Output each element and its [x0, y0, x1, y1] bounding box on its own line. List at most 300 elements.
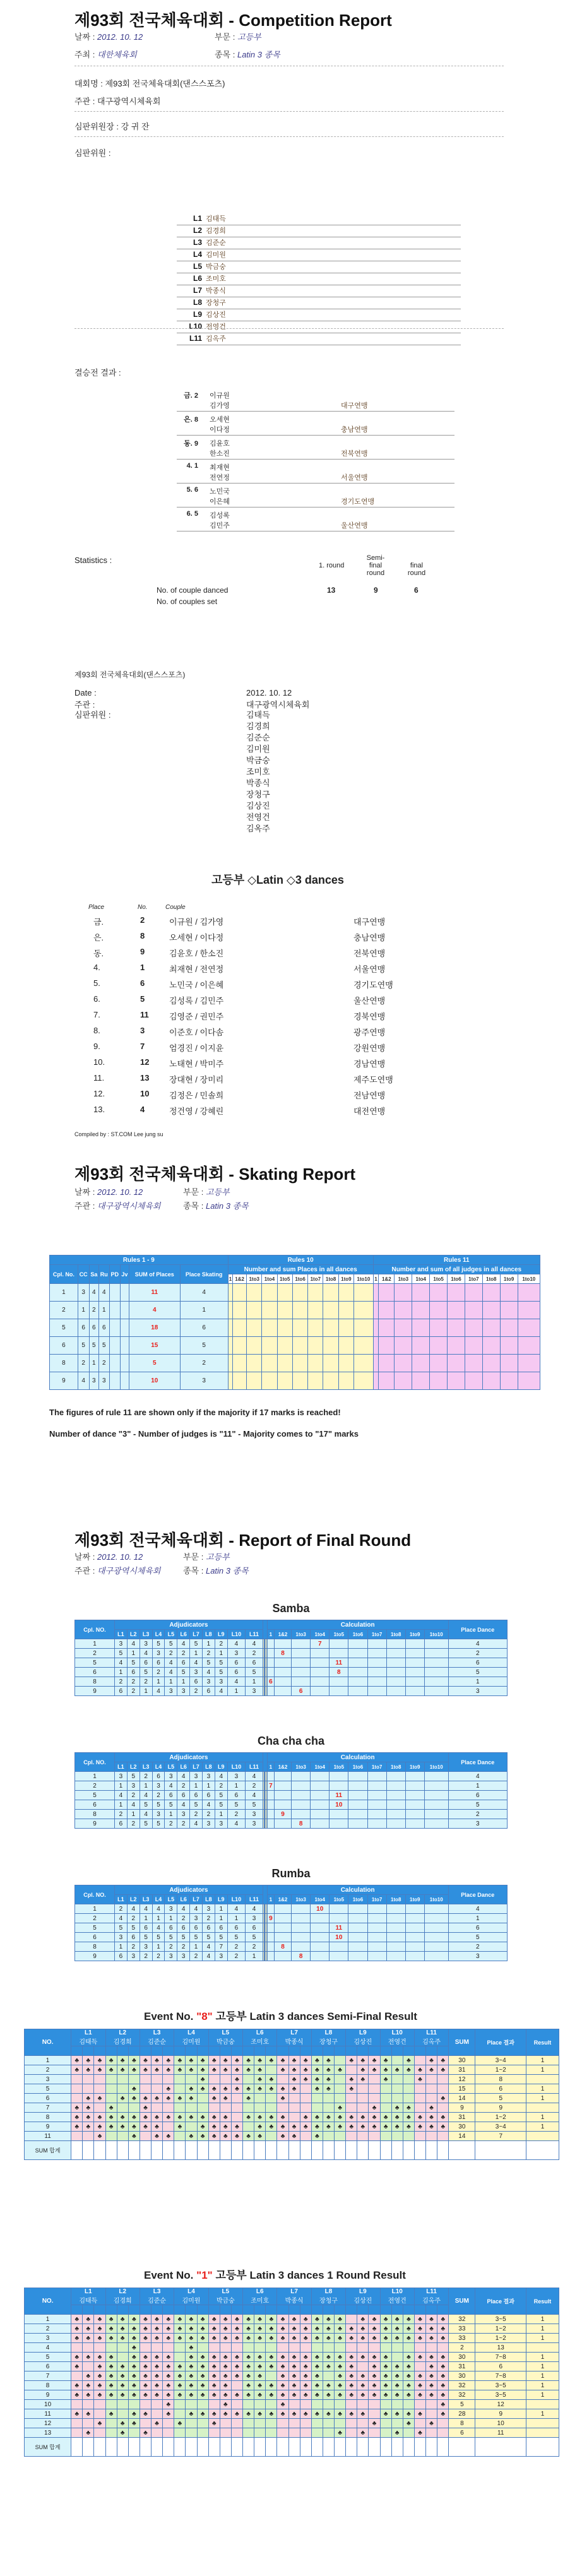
mark-cell: ♣ — [197, 2324, 208, 2334]
dance-place: 6 — [78, 1319, 89, 1337]
judge-name: 김옥주 — [206, 335, 226, 343]
mark-cell: ♣ — [208, 2390, 220, 2400]
mark-cell: ♣ — [117, 2371, 128, 2381]
judge-mark: 2 — [177, 1942, 190, 1952]
mark-cell — [186, 2428, 197, 2438]
mark-cell — [94, 2084, 105, 2094]
mark-cell — [128, 2400, 140, 2409]
mark-cell — [346, 2343, 357, 2353]
calc-cell: 8 — [292, 1819, 311, 1829]
mark-cell — [208, 2428, 220, 2438]
skating-col-head: Cpl. No. — [50, 1265, 78, 1284]
calc-cell — [348, 1658, 367, 1668]
final-region: 전북연맹 — [341, 450, 368, 458]
cpl-no: 8 — [75, 1677, 115, 1687]
dance-sub-head — [391, 2046, 403, 2056]
mark-cell: ♣ — [220, 2390, 231, 2400]
judge-mark: 3 — [246, 1914, 263, 1923]
stats-col-2: Semi-final round — [366, 554, 385, 577]
footer-cell — [346, 2438, 357, 2457]
judge-mark: 1 — [165, 1914, 177, 1923]
judge-code: L2 — [119, 2288, 127, 2295]
mark-cell — [94, 2103, 105, 2113]
dance-place: 5 — [78, 1337, 89, 1355]
mark-cell: ♣ — [323, 2390, 334, 2400]
cpl-no: 5 — [50, 1319, 78, 1337]
judge-mark: 4 — [227, 1639, 245, 1649]
report-title: 제93회 전국체육대회 - Competition Report — [74, 11, 392, 30]
judge-mark: 3 — [227, 1772, 245, 1781]
dance-sub-head — [197, 2305, 208, 2315]
mark-cell: ♣ — [323, 2056, 334, 2065]
mark-cell — [105, 2075, 117, 2084]
calc-cell — [292, 1791, 311, 1800]
mark-cell: ♣ — [197, 2353, 208, 2362]
place-col-head: 1to7 — [465, 1274, 482, 1284]
judge-code: L7 — [193, 286, 202, 295]
calc-col-head: 1to7 — [367, 1630, 386, 1639]
list-judge-name: 김미원 — [246, 744, 270, 754]
calc-cell — [330, 1914, 348, 1923]
place-cell: 3~4 — [475, 2056, 526, 2065]
report-date: 날짜 : 2012. 10. 12 — [74, 32, 143, 42]
dance-place — [120, 1302, 129, 1319]
judge-mark: 5 — [152, 1933, 165, 1942]
result-no: 11 — [140, 1010, 149, 1019]
skating-col-head: SUM of Places — [129, 1265, 180, 1284]
mark-cell: ♣ — [151, 2371, 163, 2381]
mark-cell — [151, 2103, 163, 2113]
mark-cell — [254, 2094, 266, 2103]
footer-cell — [83, 2438, 94, 2457]
mark-cell: ♣ — [437, 2122, 449, 2132]
place-head: Place 결과 — [475, 2288, 526, 2315]
judge-mark: 3 — [140, 1942, 152, 1952]
footer-cell — [449, 2141, 475, 2160]
mark-cell: ♣ — [426, 2390, 437, 2400]
result-no: 5 — [140, 994, 145, 1004]
rule10-cell — [308, 1355, 323, 1372]
rule11-cell — [430, 1337, 448, 1355]
cpl-no: 5 — [75, 1791, 115, 1800]
result-cell — [526, 2428, 559, 2438]
calc-cell — [275, 1639, 292, 1649]
mark-cell — [163, 2122, 174, 2132]
mark-cell — [163, 2428, 174, 2438]
judge-mark: 5 — [202, 1658, 215, 1668]
judge-mark: 1 — [127, 1649, 140, 1658]
mark-cell: ♣ — [83, 2065, 94, 2075]
rule10-cell — [308, 1284, 323, 1302]
mark-cell: ♣ — [151, 2353, 163, 2362]
mark-cell — [335, 2343, 346, 2353]
result-head: Result — [526, 2288, 559, 2315]
judge-mark: 6 — [165, 1791, 177, 1800]
rule11-cell — [448, 1372, 465, 1390]
mark-cell: ♣ — [414, 2113, 425, 2122]
result-couple: 이준호 / 이다솜 — [169, 1028, 224, 1037]
judge-mark: 6 — [190, 1677, 203, 1687]
calc-cell — [311, 1649, 330, 1658]
mark-cell — [391, 2343, 403, 2353]
calc-cell — [424, 1687, 448, 1696]
mark-cell — [105, 2428, 117, 2438]
calc-cell — [386, 1649, 405, 1658]
judge-code-head: L2 — [127, 1895, 140, 1904]
dance-sub-head — [186, 2046, 197, 2056]
mark-cell: ♣ — [380, 2362, 391, 2371]
mark-cell: ♣ — [105, 2122, 117, 2132]
judge-mark: 1 — [165, 1810, 177, 1819]
footer-cell — [266, 2141, 277, 2160]
place-cell: 1~2 — [475, 2113, 526, 2122]
calc-cell — [267, 1658, 274, 1668]
dance-sub-head — [426, 2046, 437, 2056]
mark-cell: ♣ — [414, 2428, 425, 2438]
mark-cell: ♣ — [357, 2065, 369, 2075]
calc-cell — [367, 1772, 386, 1781]
result-no: 1 — [140, 963, 145, 972]
mark-cell: ♣ — [311, 2132, 323, 2141]
judge-code: L3 — [193, 238, 202, 247]
rule10-cell — [228, 1319, 233, 1337]
mark-cell: ♣ — [197, 2122, 208, 2132]
mark-cell — [105, 2343, 117, 2353]
mark-cell: ♣ — [105, 2362, 117, 2371]
calc-cell — [292, 1810, 311, 1819]
judge-mark: 5 — [127, 1772, 140, 1781]
mark-cell — [174, 2103, 186, 2113]
calc-cell — [267, 1800, 274, 1810]
mark-cell — [243, 2343, 254, 2353]
mark-cell — [117, 2343, 128, 2353]
mark-cell: ♣ — [300, 2324, 311, 2334]
judge-mark: 6 — [190, 1923, 203, 1933]
calc-cell — [311, 1800, 330, 1810]
footer-cell — [71, 2141, 83, 2160]
calc-cell: 7 — [267, 1781, 274, 1791]
mark-cell: ♣ — [266, 2390, 277, 2400]
calc-cell — [311, 1658, 330, 1668]
rule11-cell — [518, 1337, 540, 1355]
judge-mark: 4 — [127, 1639, 140, 1649]
rule11-cell — [500, 1337, 518, 1355]
mark-cell: ♣ — [243, 2132, 254, 2141]
judge-mark: 2 — [227, 1952, 245, 1961]
rule11-cell — [500, 1319, 518, 1337]
mark-cell: ♣ — [391, 2428, 403, 2438]
calc-cell: 10 — [330, 1933, 348, 1942]
judge-code-head: L11 — [246, 1762, 263, 1772]
mark-cell — [243, 2075, 254, 2084]
calc-cell: 7 — [311, 1639, 330, 1649]
judge-mark: 3 — [215, 1677, 227, 1687]
mark-cell: ♣ — [311, 2362, 323, 2371]
mark-cell: ♣ — [369, 2065, 380, 2075]
mark-cell: ♣ — [186, 2362, 197, 2371]
rule11-cell — [430, 1284, 448, 1302]
cpl-no: 2 — [25, 2065, 71, 2075]
skating-report — [0, 1161, 582, 1464]
place-cell: 13 — [475, 2343, 526, 2353]
mark-cell: ♣ — [231, 2409, 242, 2419]
calc-cell — [386, 1923, 405, 1933]
result-place: 4. — [93, 963, 100, 972]
mark-cell: ♣ — [277, 2065, 288, 2075]
mark-cell: ♣ — [323, 2362, 334, 2371]
mark-cell: ♣ — [94, 2056, 105, 2065]
judge-mark: 5 — [227, 1933, 245, 1942]
list-judge-name: 전영건 — [246, 812, 270, 822]
mark-cell: ♣ — [426, 2315, 437, 2324]
mark-cell: ♣ — [163, 2381, 174, 2390]
mark-cell — [357, 2343, 369, 2353]
footer-cell — [391, 2438, 403, 2457]
mark-cell: ♣ — [426, 2381, 437, 2390]
judge-head — [414, 2288, 448, 2305]
mark-cell — [83, 2400, 94, 2409]
mark-cell: ♣ — [243, 2409, 254, 2419]
cpl-no: 2 — [25, 2324, 71, 2334]
stats-value: 9 — [374, 586, 378, 595]
rule10-cell — [277, 1372, 292, 1390]
mark-cell: ♣ — [117, 2065, 128, 2075]
judge-mark: 4 — [140, 1904, 152, 1914]
judge-mark: 3 — [227, 1649, 245, 1658]
calc-cell — [386, 1914, 405, 1923]
mark-cell: ♣ — [220, 2065, 231, 2075]
mark-cell: ♣ — [266, 2113, 277, 2122]
mark-cell: ♣ — [277, 2113, 288, 2122]
mark-cell: ♣ — [128, 2113, 140, 2122]
rule10-cell — [228, 1302, 233, 1319]
mark-cell: ♣ — [437, 2409, 449, 2419]
mark-cell: ♣ — [277, 2084, 288, 2094]
rule10-cell — [323, 1337, 338, 1355]
place-dance-head: Place Dance — [448, 1885, 507, 1904]
place-skating: 1 — [180, 1302, 228, 1319]
footer-cell — [243, 2438, 254, 2457]
rule10-cell — [338, 1284, 353, 1302]
calc-cell: 8 — [275, 1649, 292, 1658]
calc-cell — [348, 1923, 367, 1933]
final-row — [177, 486, 454, 507]
calc-col-head: 1to9 — [405, 1630, 424, 1639]
footer-cell — [174, 2141, 186, 2160]
mark-cell: ♣ — [83, 2334, 94, 2343]
footer-cell — [140, 2141, 151, 2160]
mark-cell: ♣ — [437, 2315, 449, 2324]
place-dance: 3 — [448, 1952, 507, 1961]
mark-cell — [140, 2343, 151, 2353]
mark-cell: ♣ — [380, 2113, 391, 2122]
table-row — [25, 2132, 559, 2141]
result-no: 4 — [140, 1105, 145, 1114]
mark-cell — [266, 2400, 277, 2409]
place-col-head: 1&2 — [379, 1274, 395, 1284]
mark-cell: ♣ — [254, 2132, 266, 2141]
mark-cell: ♣ — [105, 2056, 117, 2065]
dance-sub-head — [437, 2305, 449, 2315]
mark-cell: ♣ — [346, 2084, 357, 2094]
result-place: 6. — [93, 994, 100, 1004]
result-no: 3 — [140, 1026, 145, 1035]
place-col-head: 1to6 — [448, 1274, 465, 1284]
table-row — [75, 1677, 508, 1687]
mark-cell — [186, 2400, 197, 2409]
rule10-cell — [292, 1355, 307, 1372]
judge-mark: 5 — [152, 1639, 165, 1649]
calc-cell — [424, 1914, 448, 1923]
dance-place — [109, 1337, 120, 1355]
mark-cell: ♣ — [186, 2132, 197, 2141]
result-cell: 1 — [526, 2353, 559, 2362]
mark-cell: ♣ — [83, 2381, 94, 2390]
skating-date: 날짜 : 2012. 10. 12 — [74, 1187, 143, 1197]
mark-cell: ♣ — [163, 2132, 174, 2141]
mark-cell: ♣ — [335, 2315, 346, 2324]
judge-mark: 6 — [227, 1923, 245, 1933]
dance-place: 2 — [89, 1302, 98, 1319]
mark-cell: ♣ — [254, 2362, 266, 2371]
judge-mark: 4 — [152, 1904, 165, 1914]
judge-code: L7 — [290, 2288, 298, 2295]
mark-cell: ♣ — [151, 2122, 163, 2132]
place-cell: 7~8 — [475, 2371, 526, 2381]
calc-col-head: 1to8 — [386, 1895, 405, 1904]
footer-cell — [254, 2141, 266, 2160]
footer-cell — [140, 2438, 151, 2457]
mark-cell: ♣ — [311, 2353, 323, 2362]
mark-cell: ♣ — [243, 2334, 254, 2343]
judge-mark: 1 — [227, 1687, 245, 1696]
mark-cell: ♣ — [94, 2381, 105, 2390]
mark-cell: ♣ — [208, 2122, 220, 2132]
table-row — [25, 2362, 559, 2371]
judge-name: 장청구 — [319, 2298, 338, 2305]
judge-mark: 2 — [215, 1639, 227, 1649]
judge-mark: 5 — [114, 1649, 127, 1658]
calc-cell — [405, 1914, 424, 1923]
mark-cell: ♣ — [335, 2324, 346, 2334]
calc-cell — [311, 1933, 330, 1942]
judge-name: 김경희 — [206, 227, 226, 235]
mark-cell — [140, 2084, 151, 2094]
mark-cell — [174, 2132, 186, 2141]
footer-cell — [151, 2141, 163, 2160]
result-region: 전남연맹 — [353, 1091, 386, 1100]
place-cell: 1~2 — [475, 2065, 526, 2075]
place-skating: 6 — [180, 1319, 228, 1337]
footer-cell — [94, 2438, 105, 2457]
footer-cell — [335, 2438, 346, 2457]
mark-cell: ♣ — [311, 2409, 323, 2419]
mark-cell: ♣ — [311, 2381, 323, 2390]
judge-code: L8 — [193, 298, 202, 307]
place-col-head: 1to4 — [262, 1274, 277, 1284]
cpl-no: 5 — [75, 1923, 115, 1933]
calc-cell — [292, 1658, 311, 1668]
mark-cell: ♣ — [288, 2065, 300, 2075]
judge-mark: 6 — [202, 1687, 215, 1696]
result-place: 5. — [93, 978, 100, 988]
calc-col-head: 1&2 — [275, 1895, 292, 1904]
mark-cell: ♣ — [231, 2132, 242, 2141]
mark-cell: ♣ — [254, 2315, 266, 2324]
result-cell: 1 — [526, 2094, 559, 2103]
judge-mark: 4 — [177, 1800, 190, 1810]
calc-cell — [348, 1791, 367, 1800]
mark-cell — [288, 2094, 300, 2103]
result-couple: 김윤호 / 한소진 — [169, 949, 224, 958]
table-row — [75, 1649, 508, 1658]
mark-cell: ♣ — [128, 2343, 140, 2353]
calc-cell — [386, 1772, 405, 1781]
rule10-cell — [323, 1319, 338, 1337]
mark-cell — [300, 2084, 311, 2094]
dance-table — [74, 1885, 508, 1961]
mark-cell — [197, 2103, 208, 2113]
mark-cell: ♣ — [369, 2324, 380, 2334]
mark-cell — [403, 2343, 414, 2353]
calc-cell — [330, 1687, 348, 1696]
mark-cell: ♣ — [426, 2362, 437, 2371]
cpl-no: 12 — [25, 2419, 71, 2428]
mark-cell — [117, 2132, 128, 2141]
judge-code-head: L8 — [202, 1895, 215, 1904]
dance-place: 2 — [99, 1355, 110, 1372]
judge-head — [346, 2288, 380, 2305]
rule11-cell — [448, 1337, 465, 1355]
mark-cell: ♣ — [231, 2324, 242, 2334]
dance-place: 5 — [89, 1337, 98, 1355]
calc-cell — [292, 1800, 311, 1810]
mark-cell: ♣ — [117, 2094, 128, 2103]
dance-sub-head — [186, 2305, 197, 2315]
judge-mark: 5 — [190, 1800, 203, 1810]
rule10-cell — [247, 1319, 262, 1337]
mark-cell — [346, 2132, 357, 2141]
dance-sub-head — [437, 2046, 449, 2056]
col-no: No. — [138, 904, 148, 911]
mark-cell — [83, 2075, 94, 2084]
mark-cell — [277, 2103, 288, 2113]
calc-cell — [405, 1772, 424, 1781]
footer-cell — [151, 2438, 163, 2457]
calc-cell — [311, 1687, 330, 1696]
judge-mark: 4 — [165, 1668, 177, 1677]
mark-cell — [346, 2094, 357, 2103]
mark-cell: ♣ — [186, 2371, 197, 2381]
judge-code-head: L1 — [114, 1630, 127, 1639]
mark-cell: ♣ — [128, 2324, 140, 2334]
judge-mark: 4 — [215, 1772, 227, 1781]
judge-code-head: L4 — [152, 1895, 165, 1904]
mark-cell — [403, 2400, 414, 2409]
rule11-cell — [379, 1337, 395, 1355]
calc-cell — [367, 1819, 386, 1829]
adjudicators-head: Adjudicators — [114, 1620, 263, 1630]
calc-cell — [424, 1819, 448, 1829]
mark-cell: ♣ — [391, 2381, 403, 2390]
mark-cell — [300, 2400, 311, 2409]
rule10-cell — [338, 1302, 353, 1319]
mark-cell: ♣ — [369, 2381, 380, 2390]
result-place: 은. — [93, 933, 104, 942]
mark-cell: ♣ — [254, 2334, 266, 2343]
mark-cell: ♣ — [414, 2065, 425, 2075]
mark-cell: ♣ — [163, 2334, 174, 2343]
